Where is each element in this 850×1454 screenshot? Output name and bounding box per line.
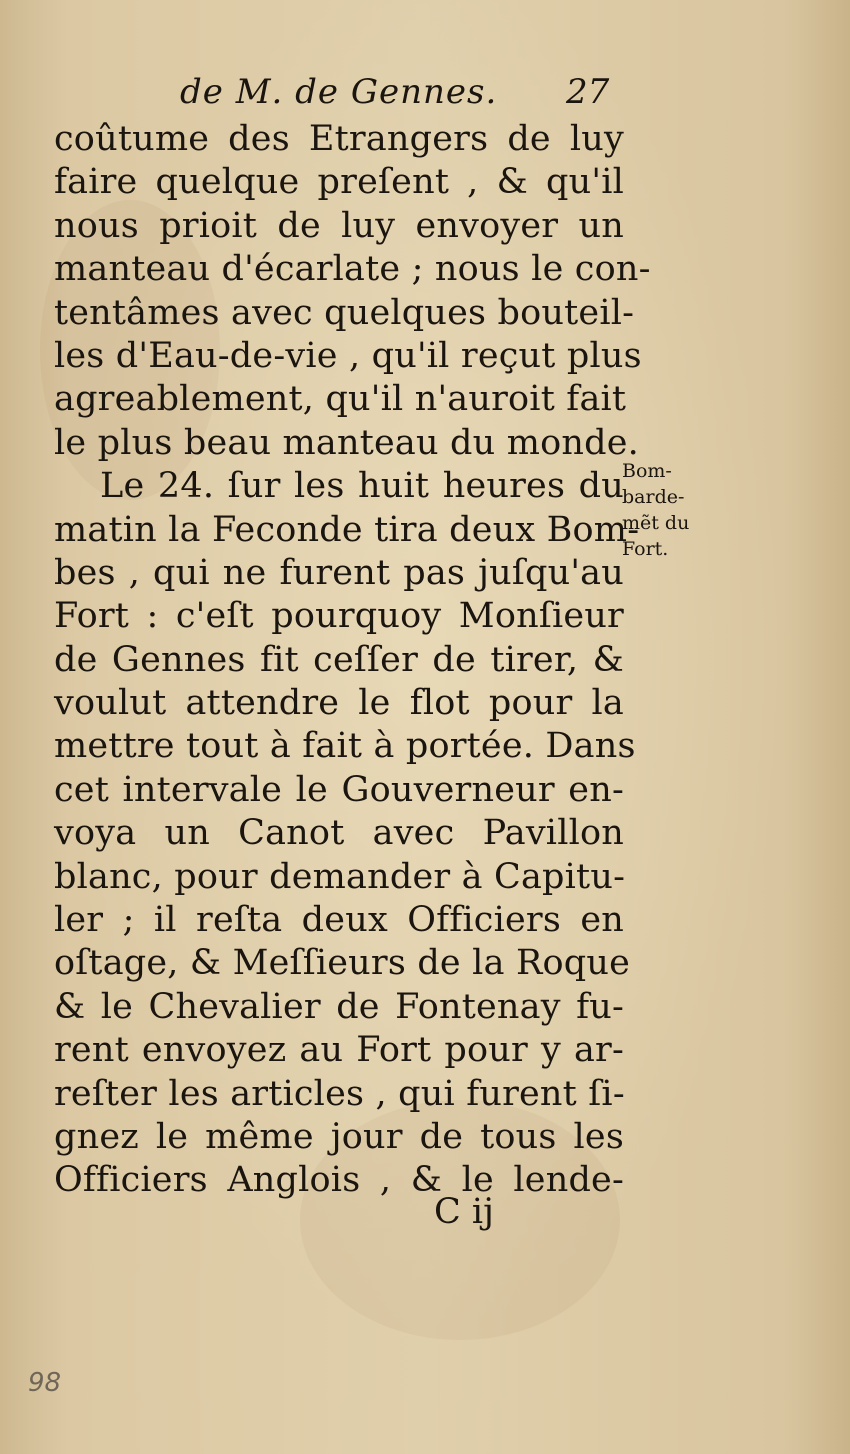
- signature-mark: C ij: [434, 1192, 494, 1232]
- body-text: [54, 118, 651, 1203]
- marginal-note-line: mẽt du: [622, 512, 690, 534]
- running-title: de M. de Gennes.: [180, 72, 498, 112]
- marginal-note-line: barde-: [622, 486, 685, 508]
- text-line: voulut attendre le flot pour la: [54, 683, 624, 724]
- text-line: tentâmes avec quelques bouteil-: [54, 292, 635, 333]
- page-number: 27: [566, 72, 610, 112]
- text-line: rent envoyez au Fort pour y ar-: [54, 1030, 624, 1071]
- text-line: bes , qui ne furent pas juſqu'au: [54, 552, 624, 593]
- text-line: Officiers Anglois , & le lende-: [54, 1160, 624, 1201]
- text-line: les d'Eau-de-vie , qu'il reçut plus: [54, 335, 642, 376]
- text-line: mettre tout à fait à portée. Dans: [54, 726, 636, 767]
- text-line: faire quelque preſent , & qu'il: [54, 162, 624, 203]
- text-line: coûtume des Etrangers de luy: [54, 119, 624, 159]
- marginal-note-line: Bom-: [622, 460, 672, 482]
- marginal-note: [622, 458, 722, 562]
- text-line: nous prioit de luy envoyer un: [54, 205, 624, 246]
- text-line: reſter les articles , qui furent ſi-: [54, 1073, 625, 1114]
- text-line: voya un Canot avec Pavillon: [54, 813, 624, 854]
- text-line: le plus beau manteau du monde.: [54, 422, 639, 463]
- text-line: & le Chevalier de Fontenay fu-: [54, 986, 624, 1027]
- text-line: gnez le même jour de tous les: [54, 1116, 624, 1157]
- paragraph-start-line: Le 24. ſur les huit heures du: [100, 466, 624, 507]
- text-line: blanc, pour demander à Capitu-: [54, 856, 626, 897]
- marginal-note-line: Fort.: [622, 538, 669, 560]
- page-header: [0, 72, 850, 122]
- pencil-note: 98: [28, 1368, 62, 1398]
- text-line: oſtage, & Meſſieurs de la Roque: [54, 943, 631, 984]
- text-line: de Gennes fit ceſſer de tirer, &: [54, 639, 624, 680]
- text-line: Fort : c'eſt pourquoy Monſieur: [54, 596, 624, 637]
- text-line: manteau d'écarlate ; nous le con-: [54, 249, 651, 290]
- text-line: cet intervale le Gouverneur en-: [54, 769, 624, 810]
- text-line: matin la Feconde tira deux Bom-: [54, 509, 640, 550]
- text-line: ler ; il reſta deux Officiers en: [54, 900, 624, 941]
- text-line: agreablement, qu'il n'auroit fait: [54, 379, 627, 420]
